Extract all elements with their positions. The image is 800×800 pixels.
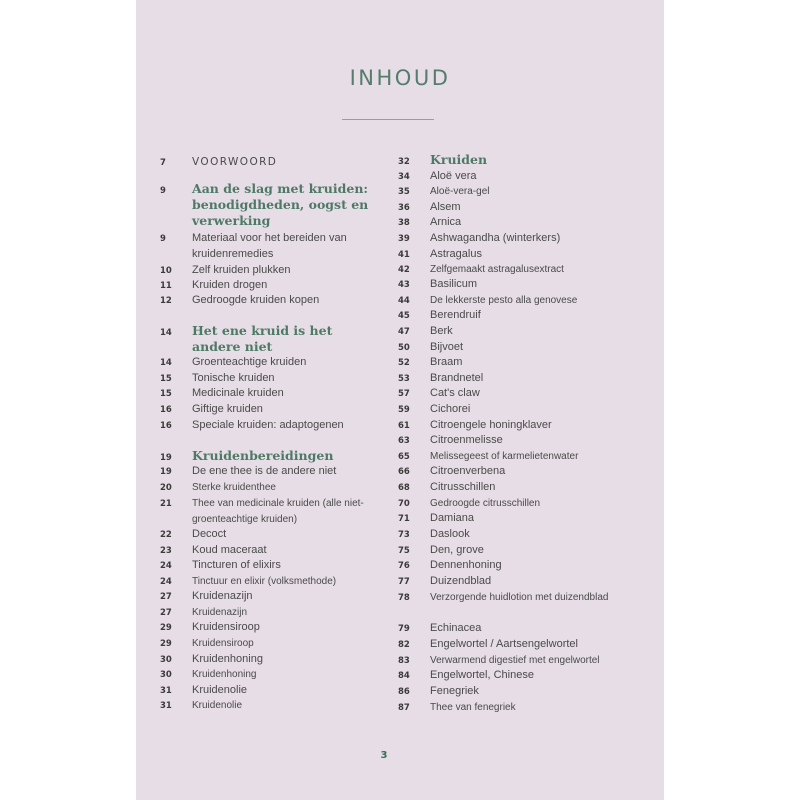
toc-entry (398, 543, 484, 559)
toc-entry-title: Kruidensiroop (192, 621, 260, 633)
toc-entry (398, 433, 503, 449)
toc-page-number: 78 (398, 593, 410, 603)
toc-entry-title: Cat's claw (430, 387, 480, 399)
toc-entry-title: Engelwortel, Chinese (430, 669, 534, 681)
toc-entry (398, 527, 470, 543)
toc-entry-title: Zelf kruiden plukken (192, 264, 291, 276)
toc-entry-title: Den, grove (430, 544, 484, 556)
toc-entry-title: Sterke kruidenthee (192, 482, 276, 493)
toc-page-number: 75 (398, 546, 410, 556)
toc-entry-title: Koud maceraat (192, 544, 267, 556)
toc-page-number: 15 (160, 374, 172, 384)
toc-page-number: 24 (160, 577, 172, 587)
book-page (136, 0, 664, 800)
toc-page-number: 14 (160, 328, 172, 338)
toc-entry (160, 448, 377, 464)
toc-entry-title: Kruidenazijn (192, 607, 248, 618)
toc-entry (398, 355, 462, 371)
toc-entry (398, 308, 481, 324)
toc-page-number: 59 (398, 405, 410, 415)
toc-entry-title: Bijvoet (430, 341, 464, 353)
toc-entry-title: Citrusschillen (430, 481, 496, 493)
toc-entry-title: Brandnetel (430, 372, 484, 384)
toc-entry (160, 558, 281, 574)
toc-page-number: 9 (160, 186, 166, 196)
toc-page-number: 47 (398, 327, 410, 337)
toc-entry-title: Zelfgemaakt astragalusextract (430, 264, 564, 275)
toc-page-number: 71 (398, 514, 410, 524)
toc-entry (398, 590, 610, 606)
toc-page-number: 29 (160, 639, 172, 649)
toc-entry-title: Damiana (430, 512, 475, 524)
toc-section-heading: Het ene kruid is het andere niet (192, 323, 333, 354)
toc-entry (160, 667, 257, 683)
toc-entry (160, 620, 260, 636)
toc-entry-title: Gedroogde kruiden kopen (192, 294, 320, 306)
toc-entry-title: Aloë vera (430, 170, 477, 182)
toc-page-number: 20 (160, 483, 172, 493)
toc-entry (160, 278, 267, 294)
toc-entry (160, 155, 277, 171)
toc-page-number: 44 (398, 296, 410, 306)
toc-entry-title: Berendruif (430, 309, 481, 321)
toc-page-number: 19 (160, 467, 172, 477)
toc-entry-title: Dennenhoning (430, 559, 502, 571)
toc-page-number: 50 (398, 343, 410, 353)
page-number: 3 (380, 750, 388, 761)
toc-page-number: 32 (398, 157, 410, 167)
toc-section-heading: Kruidenbereidingen (192, 448, 334, 463)
toc-entry-title: Gedroogde citrusschillen (430, 498, 541, 509)
toc-entry (398, 247, 482, 263)
toc-page-number: 16 (160, 405, 172, 415)
toc-entry (398, 262, 564, 278)
toc-entry (398, 480, 495, 496)
toc-page-number: 43 (398, 280, 410, 290)
toc-page-number: 12 (160, 296, 172, 306)
title-divider (342, 119, 434, 120)
toc-page-number: 11 (160, 281, 172, 291)
toc-entry (160, 464, 336, 480)
toc-page-number: 66 (398, 467, 410, 477)
toc-entry (160, 181, 377, 229)
toc-entry (160, 496, 372, 527)
toc-page-number: 30 (160, 670, 172, 680)
toc-page-number: 79 (398, 624, 410, 634)
toc-page-number: 41 (398, 250, 410, 260)
toc-page-number: 77 (398, 577, 410, 587)
toc-entry-title: Decoct (192, 528, 227, 540)
toc-entry (398, 637, 578, 653)
toc-page-number: 38 (398, 218, 410, 228)
toc-page-number: 84 (398, 671, 410, 681)
toc-page-number: 68 (398, 483, 410, 493)
toc-entry-title: Basilicum (430, 278, 478, 290)
toc-page-number: 34 (398, 172, 410, 182)
toc-entry (398, 169, 476, 185)
toc-entry-title: Kruidenolie (192, 700, 243, 711)
toc-page-number: 29 (160, 623, 172, 633)
toc-entry-title: Kruidenolie (192, 684, 248, 696)
toc-entry (160, 231, 372, 262)
toc-entry-title: De lekkerste pesto alla genovese (430, 295, 578, 306)
toc-page-number: 19 (160, 453, 172, 463)
toc-page-number: 87 (398, 703, 410, 713)
toc-page-number: 27 (160, 608, 172, 618)
toc-page-number: 61 (398, 421, 410, 431)
toc-entry (160, 589, 253, 605)
toc-entry-title: Duizendblad (430, 575, 492, 587)
toc-page-number: 14 (160, 358, 172, 368)
toc-page-number: 52 (398, 358, 410, 368)
toc-entry (160, 402, 263, 418)
toc-entry-title: Medicinale kruiden (192, 387, 284, 399)
toc-entry-title: Groenteachtige kruiden (192, 356, 307, 368)
toc-page-number: 36 (398, 203, 410, 213)
toc-page-number: 57 (398, 389, 410, 399)
toc-page-number: 83 (398, 656, 410, 666)
toc-entry (160, 371, 275, 387)
toc-entry-title: Berk (430, 325, 453, 337)
toc-entry-title: Engelwortel / Aartsengelwortel (430, 638, 578, 650)
toc-entry (398, 231, 560, 247)
toc-page-number: 15 (160, 389, 172, 399)
toc-entry-title: De ene thee is de andere niet (192, 465, 337, 477)
toc-entry-title: Kruidenazijn (192, 590, 253, 602)
toc-entry-title: Thee van fenegriek (430, 702, 516, 713)
toc-page-number: 42 (398, 265, 410, 275)
toc-entry-title: Kruiden drogen (192, 279, 268, 291)
toc-entry (160, 323, 377, 355)
toc-page-number: 45 (398, 311, 410, 321)
toc-page-number: 35 (398, 187, 410, 197)
toc-page-number: 86 (398, 687, 410, 697)
toc-entry (160, 698, 242, 714)
toc-entry-title: Citroengele honingklaver (430, 419, 552, 431)
toc-page-number: 30 (160, 655, 172, 665)
toc-entry (160, 355, 306, 371)
toc-page-number: 24 (160, 561, 172, 571)
toc-page-number: 7 (160, 158, 166, 168)
toc-entry-title: Echinacea (430, 622, 482, 634)
toc-entry-title: Melissegeest of karmelietenwater (430, 451, 579, 462)
toc-entry (160, 605, 247, 621)
toc-entry (398, 152, 615, 168)
toc-page-number: 63 (398, 436, 410, 446)
toc-page-number: 31 (160, 686, 172, 696)
toc-page-number: 82 (398, 640, 410, 650)
toc-entry-title: Giftige kruiden (192, 403, 263, 415)
toc-page-number: 31 (160, 701, 172, 711)
toc-entry (398, 277, 477, 293)
toc-entry-title: Arnica (430, 216, 462, 228)
toc-entry (398, 386, 480, 402)
toc-entry (398, 668, 534, 684)
toc-entry (160, 683, 247, 699)
toc-page-number: 76 (398, 561, 410, 571)
page-title: INHOUD (349, 66, 451, 90)
toc-entry (160, 418, 344, 434)
toc-entry (398, 215, 461, 231)
toc-entry-title: Astragalus (430, 248, 482, 260)
toc-entry (160, 293, 319, 309)
toc-page-number: 65 (398, 452, 410, 462)
toc-entry (398, 293, 577, 309)
toc-page-number: 27 (160, 592, 172, 602)
toc-entry (398, 371, 483, 387)
toc-entry (160, 527, 226, 543)
toc-entry-title: Kruidenhoning (192, 653, 263, 665)
toc-entry-title: VOORWOORD (192, 156, 278, 168)
toc-entry (398, 653, 600, 669)
toc-entry (398, 418, 552, 434)
toc-entry (398, 402, 470, 418)
toc-entry (398, 574, 491, 590)
toc-section-heading: Aan de slag met kruiden: benodigdheden, oogst en verwerking (192, 181, 369, 228)
toc-entry (160, 543, 267, 559)
toc-entry-title: Verwarmend digestief met engelwortel (430, 655, 600, 666)
toc-entry (160, 636, 254, 652)
toc-entry (398, 200, 461, 216)
toc-page-number: 53 (398, 374, 410, 384)
toc-entry (398, 340, 463, 356)
toc-entry (398, 184, 489, 200)
toc-entry-title: Fenegriek (430, 685, 479, 697)
toc-entry (398, 511, 474, 527)
toc-entry (160, 480, 276, 496)
toc-page-number: 22 (160, 530, 172, 540)
toc-entry-title: Citroenverbena (430, 465, 506, 477)
toc-entry (398, 684, 479, 700)
toc-page-number: 39 (398, 234, 410, 244)
toc-entry-title: Cichorei (430, 403, 471, 415)
toc-entry (398, 700, 516, 716)
toc-entry-title: Citroenmelisse (430, 434, 503, 446)
toc-entry-title: Thee van medicinale kruiden (alle niet-groenteachtige kruiden) (192, 498, 364, 525)
toc-section-heading: Kruiden (430, 152, 488, 167)
toc-entry-title: Tinctuur en elixir (volksmethode) (192, 576, 337, 587)
toc-entry (398, 621, 481, 637)
toc-page-number: 10 (160, 266, 172, 276)
toc-entry-title: Kruidensiroop (192, 638, 254, 649)
toc-entry-title: Kruidenhoning (192, 669, 257, 680)
toc-page-number: 73 (398, 530, 410, 540)
toc-entry-title: Braam (430, 356, 463, 368)
toc-entry (398, 449, 578, 465)
toc-entry (160, 263, 290, 279)
toc-entry-title: Aloë-vera-gel (430, 186, 490, 197)
toc-entry-title: Tincturen of elixirs (192, 559, 281, 571)
toc-entry-title: Speciale kruiden: adaptogenen (192, 419, 344, 431)
toc-entry-title: Daslook (430, 528, 470, 540)
toc-entry (398, 496, 540, 512)
toc-entry (398, 464, 505, 480)
toc-entry-title: Materiaal voor het bereiden van kruidenremedies (192, 232, 347, 260)
toc-entry (160, 652, 263, 668)
toc-page-number: 23 (160, 546, 172, 556)
toc-entry-title: Ashwagandha (winterkers) (430, 232, 561, 244)
toc-entry (398, 558, 502, 574)
toc-page-number: 21 (160, 499, 172, 509)
toc-entry (398, 324, 453, 340)
toc-entry-title: Alsem (430, 201, 461, 213)
toc-entry (160, 386, 284, 402)
toc-entry-title: Verzorgende huidlotion met duizendblad (430, 592, 609, 603)
toc-entry (160, 574, 336, 590)
toc-page-number: 70 (398, 499, 410, 509)
toc-page-number: 16 (160, 421, 172, 431)
toc-page-number: 9 (160, 234, 166, 244)
toc-entry-title: Tonische kruiden (192, 372, 275, 384)
